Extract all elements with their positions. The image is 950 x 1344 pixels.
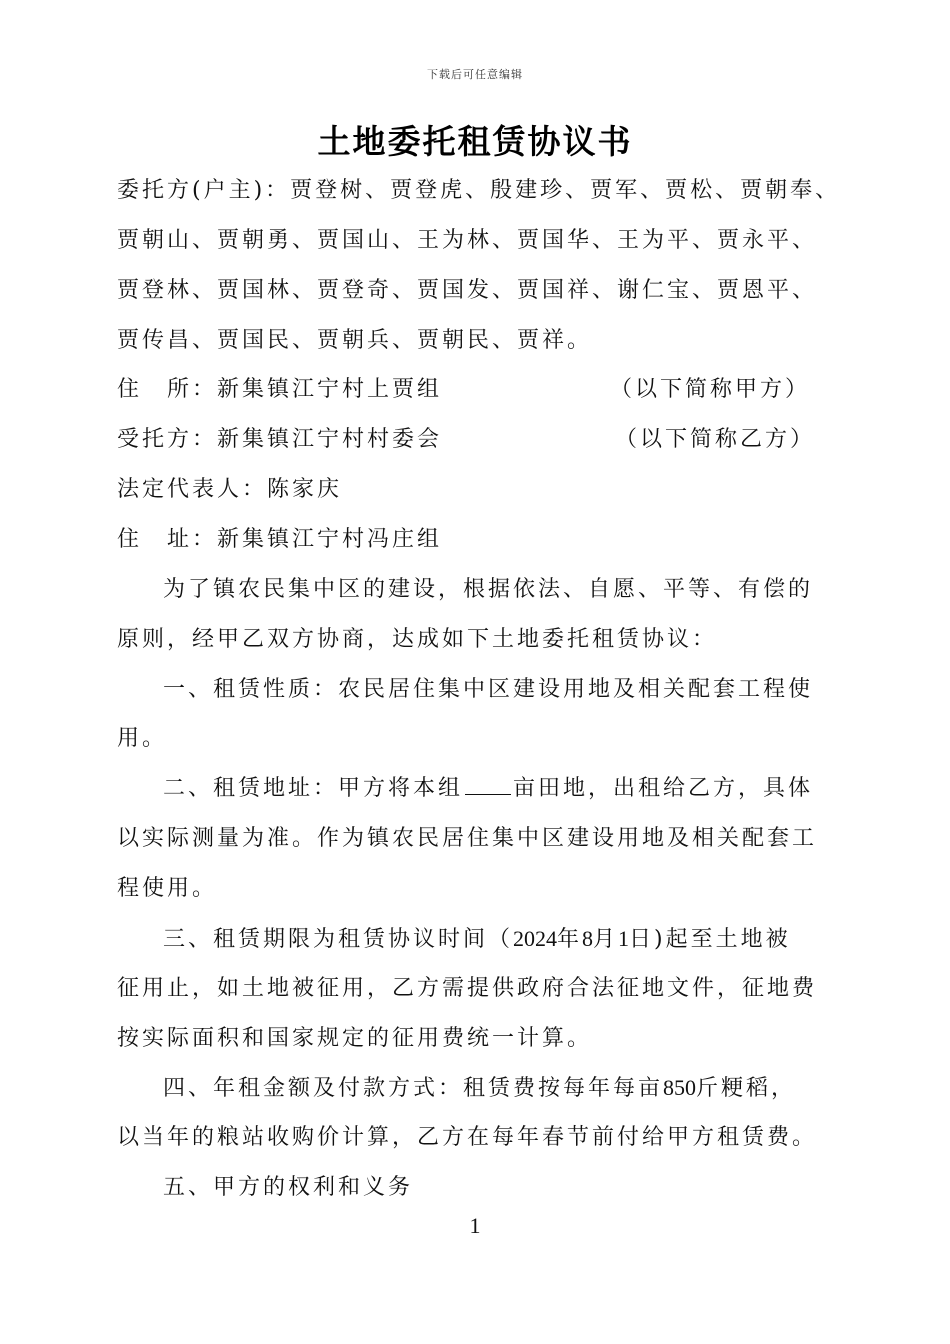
clause-2-text-a: 二、租赁地址：甲方将本组 <box>163 776 464 801</box>
document-title: 土地委托租赁协议书 <box>317 122 633 161</box>
clause-3-line-1 <box>163 924 791 954</box>
clause-5-heading: 五、甲方的权利和义务 <box>163 1175 414 1200</box>
clause-3-day: 1 <box>618 926 630 951</box>
clause-3-text-b: 年 <box>557 927 583 952</box>
clause-3-line-3: 按实际面积和国家规定的征用费统一计算。 <box>117 1026 593 1051</box>
party-a-line-3: 贾登林、贾国林、贾登奇、贾国发、贾国祥、谢仁宝、贾恩平、 <box>117 278 818 303</box>
clause-1-line-1: 一、租赁性质：农民居住集中区建设用地及相关配套工程使 <box>163 677 814 702</box>
clause-2-line-1 <box>163 774 813 804</box>
header-note: 下载后可任意编辑 <box>427 68 523 81</box>
clause-4-line-2: 以当年的粮站收购价计算，乙方在每年春节前付给甲方租赁费。 <box>117 1125 818 1150</box>
party-b-name: 受托方：新集镇江宁村村委会 <box>117 427 443 452</box>
intro-line-1: 为了镇农民集中区的建设，根据依法、自愿、平等、有偿的 <box>163 577 814 602</box>
clause-4-amount: 850 <box>663 1075 697 1100</box>
clause-3-text-c: 月 <box>593 927 619 952</box>
area-blank <box>465 774 511 795</box>
clause-3-year: 2024 <box>513 926 558 951</box>
clause-4-text-a: 四、年租金额及付款方式：租赁费按每年每亩 <box>163 1076 664 1101</box>
party-b-alias: （以下简称乙方） <box>615 427 816 452</box>
legal-representative: 法定代表人：陈家庆 <box>117 477 343 502</box>
party-a-line-2: 贾朝山、贾朝勇、贾国山、王为林、贾国华、王为平、贾永平、 <box>117 228 818 253</box>
party-a-address: 住 所：新集镇江宁村上贾组 <box>117 377 443 402</box>
clause-3-line-2: 征用止，如土地被征用，乙方需提供政府合法征地文件，征地费 <box>117 976 818 1001</box>
clause-4-line-1 <box>163 1073 796 1103</box>
clause-2-text-b: 亩田地，出租给乙方，具体 <box>513 776 814 801</box>
clause-2-line-2: 以实际测量为准。作为镇农民居住集中区建设用地及相关配套工 <box>117 826 818 851</box>
clause-3-text-a: 三、租赁期限为租赁协议时间（ <box>163 927 514 952</box>
intro-line-2: 原则，经甲乙双方协商，达成如下土地委托租赁协议： <box>117 627 718 652</box>
clause-3-text-d: 日)起至土地被 <box>629 927 791 952</box>
clause-2-line-3: 程使用。 <box>117 876 218 901</box>
party-b-address: 住 址：新集镇江宁村冯庄组 <box>117 527 443 552</box>
party-a-alias: （以下简称甲方） <box>610 377 811 402</box>
clause-1-line-2: 用。 <box>117 726 168 751</box>
party-a-line-1: 委托方(户主)：贾登树、贾登虎、殷建珍、贾军、贾松、贾朝奉、 <box>117 178 841 203</box>
party-a-line-4: 贾传昌、贾国民、贾朝兵、贾朝民、贾祥。 <box>117 328 593 353</box>
clause-3-month: 8 <box>582 926 594 951</box>
clause-4-text-b: 斤粳稻， <box>696 1076 797 1101</box>
page-number: 1 <box>469 1213 481 1238</box>
